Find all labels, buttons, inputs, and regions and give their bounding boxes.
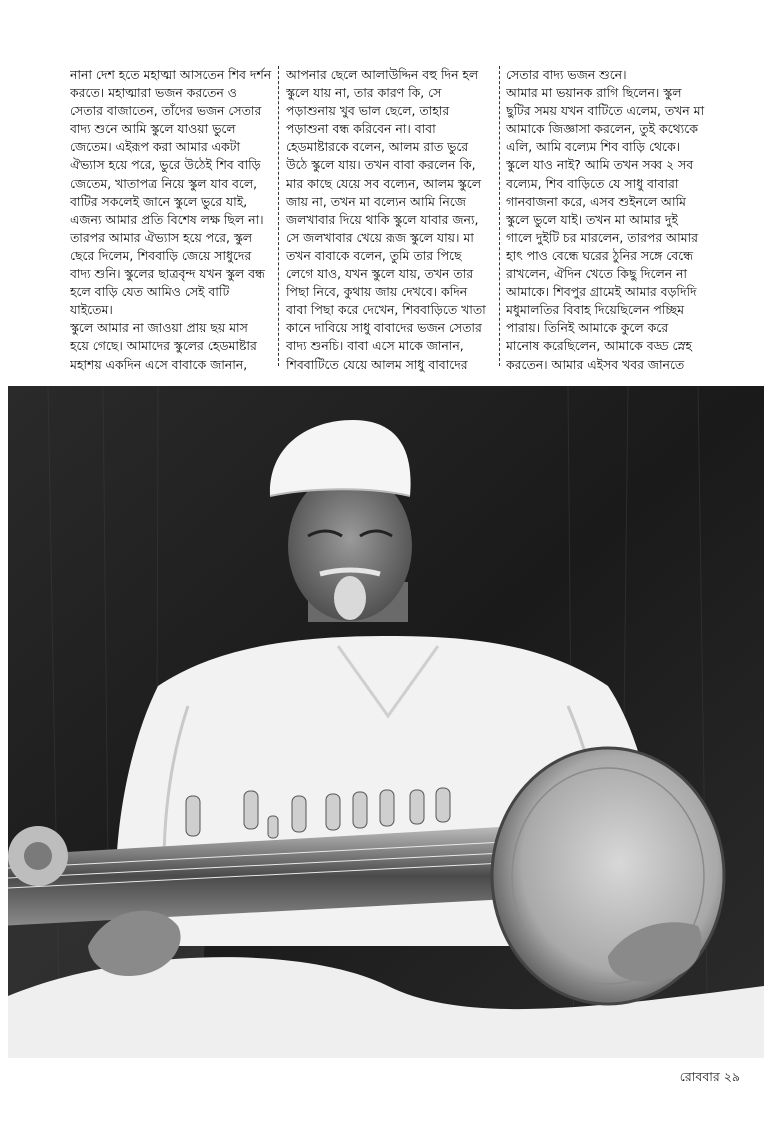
text-line: শিববাটিতে যেয়ে আলম সাধু বাবাদের	[286, 356, 468, 372]
text-line: হলে বাড়ি যেত আমিও সেই বাটি	[70, 284, 230, 300]
text-line: স্কুলে যায় না, তার কারণ কি, সে	[286, 85, 442, 101]
text-line: তখন বাবাকে বলেন, তুমি তার পিছে	[286, 247, 462, 263]
text-line: স্কুলে ভুলে যাই। তখন মা আমার দুই	[506, 211, 678, 227]
text-line: মানোষ করেছিলেন, আমাকে বড্ড স্নেহ	[506, 338, 692, 354]
text-line: ঐভ্যাস হয়ে পরে, ভুরে উঠেই শিব বাড়ি	[70, 157, 261, 173]
text-column-1	[70, 66, 276, 374]
text-line: বাটির সকলেই জানে স্কুলে ভুরে যাই,	[70, 193, 248, 209]
text-line: কানে দাবিয়ে সাধু বাবাদের ভজন সেতার	[286, 320, 482, 336]
text-line: পড়াশুনায় খুব ভাল ছেলে, তাহার	[286, 103, 450, 119]
text-column-2	[286, 66, 498, 374]
text-line: স্কুলে যাও নাই? আমি তখন সব্ব ২ সব	[506, 157, 694, 173]
text-line: বাদ্য শুনচি। বাবা এসে মাকে জানান,	[286, 338, 464, 354]
text-line: নানা দেশ হতে মহাত্মা আসতেন শিব দর্শন	[70, 67, 272, 82]
text-line: করতে। মহাত্মারা ভজন করতেন ও	[70, 85, 237, 101]
text-line: পিছা নিবে, কুথায় জায় দেখবে। কদিন	[286, 284, 468, 300]
text-line: এজন্য আমার প্রতি বিশেষ লক্ষ ছিল না।	[70, 211, 264, 227]
text-line: আপনার ছেলে আলাউদ্দিন বহু দিন হল	[286, 67, 479, 82]
text-line: বাদ্য শুনে আমি স্কুলে যাওয়া ভুলে	[70, 121, 236, 137]
text-line: হয়ে গেছে। আমাদের স্কুলের হেডমাষ্টার	[70, 338, 257, 354]
text-line: মহাশয় একদিন এসে বাবাকে জানান,	[70, 356, 248, 372]
text-line: পড়াশুনা বন্ধ করিবেন না। বাবা	[286, 121, 436, 137]
text-line: এলি, আমি বল্যেম শিব বাড়ি থেকে।	[506, 139, 681, 155]
text-line: তারপর আমার ঐভ্যাস হয়ে পরে, স্কুল	[70, 229, 253, 245]
text-line: লেগে যাও, যখন স্কুলে যায়, তখন তার	[286, 266, 474, 282]
column-1-text	[70, 66, 276, 374]
column-3-text	[506, 66, 740, 374]
text-line: করতেন। আমার এইসব খবর জানতে	[506, 356, 685, 372]
text-line: যাইতেম।	[70, 302, 113, 318]
column-2-text	[286, 66, 498, 374]
text-line: বাবা পিছা করে দেখেন, শিববাড়িতে খাতা	[286, 302, 486, 318]
text-line: জলখাবার দিয়ে থাকি স্কুলে যাবার জন্য,	[286, 211, 479, 227]
text-line: সেতার বাদ্য ভজন শুনে।	[506, 67, 627, 82]
text-line: আমাকে। শিবপুর গ্রামেই আমার বড়দিদি	[506, 284, 697, 300]
text-line: উঠে স্কুলে যায়। তখন বাবা করলেন কি,	[286, 157, 476, 173]
text-column-3	[506, 66, 740, 374]
text-line: রাখলেন, ঐদিন খেতে কিছু দিলেন না	[506, 266, 688, 282]
text-line: সে জলখাবার খেয়ে রূজ স্কুলে যায়। মা	[286, 229, 474, 245]
text-line: হাৎ পাও বেন্ধে ঘরের ঠুনির সঙ্গে বেন্ধে	[506, 247, 693, 263]
text-line: স্কুলে আমার না জাওয়া প্রায় ছয় মাস	[70, 320, 248, 336]
text-line: মার কাছে যেয়ে সব বল্যেন, আলম স্কুলে	[286, 175, 481, 191]
text-line: জেতেম, খাতাপত্র নিয়ে স্কুল যাব বলে,	[70, 175, 258, 191]
text-line: বাদ্য শুনি। স্কুলের ছাত্রবৃন্দ যখন স্কুল বন্ধ	[70, 266, 265, 282]
text-line: পারায়। তিনিই আমাকে কুলে করে	[506, 320, 669, 336]
text-line: জেতেম। এইরূপ করা আমার একটা	[70, 139, 241, 155]
text-line: ছুটির সময় যখন বাটিতে এলেম, তখন মা	[506, 103, 705, 119]
column-divider	[278, 66, 279, 366]
text-line: হেডমাষ্টারকে বলেন, আলম রাত ভুরে	[286, 139, 469, 155]
text-line: সেতার বাজাতেন, তাঁদের ভজন সেতার	[70, 103, 262, 119]
text-line: মধুমালতির বিবাহ দিয়েছিলেন পচ্ছিম	[506, 302, 685, 318]
text-line: গালে দুইটি চর মারলেন, তারপর আমার	[506, 229, 698, 245]
text-line: আমাকে জিজ্ঞাসা করলেন, তুই কথ্যেকে	[506, 121, 698, 137]
text-line: আমার মা ভয়ানক রাগি ছিলেন। স্কুল	[506, 85, 682, 101]
column-divider	[499, 66, 500, 366]
text-line: ছেরে দিলেম, শিববাড়ি জেয়ে সাধুদের	[70, 247, 252, 263]
text-line: বল্যেম, শিব বাড়িতে যে সাধু বাবারা	[506, 175, 679, 191]
text-line: জায় না, তখন মা বল্যেন আমি নিজে	[286, 193, 466, 209]
article-body	[70, 66, 740, 372]
musician-photo	[8, 386, 764, 1058]
page-footer: রোববার ২৯	[679, 1069, 740, 1084]
text-line: গানবাজনা করে, এসব শুইনলে আমি	[506, 193, 686, 209]
